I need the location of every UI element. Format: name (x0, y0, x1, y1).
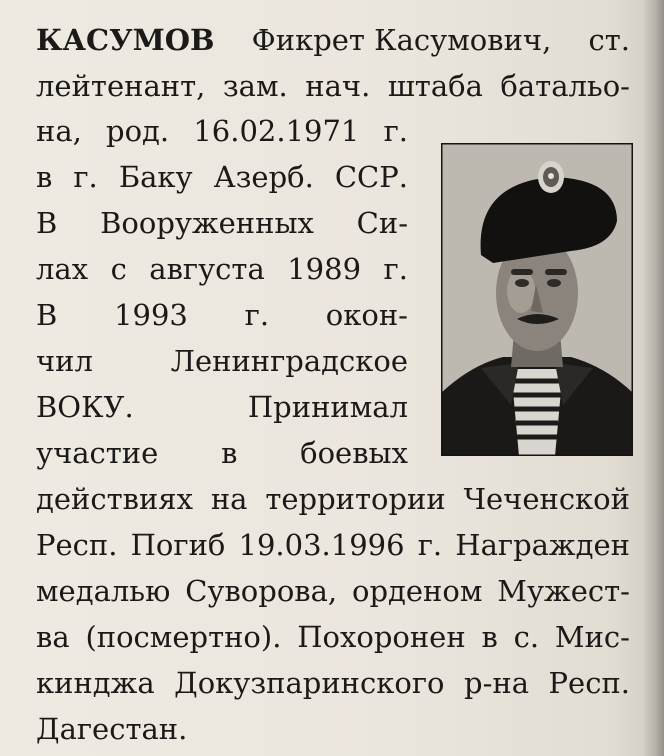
face-highlight (507, 269, 535, 313)
entry-surname: КАСУМОВ (36, 23, 215, 57)
page-gutter-shadow (642, 0, 664, 756)
text-word: штаба (387, 69, 483, 103)
text-word: кинджа (36, 666, 155, 700)
text-word: в (481, 620, 498, 654)
text-word: в (36, 160, 53, 194)
text-word: Суворова, (185, 574, 338, 608)
text-word: Докузпаринского (174, 666, 445, 700)
text-word: чил (36, 344, 93, 378)
entry-text-line (36, 666, 630, 700)
entry-text-line (36, 712, 188, 746)
entry-heading-line (36, 23, 630, 57)
entry-text-line (36, 298, 408, 332)
text-word: августа (149, 252, 265, 286)
text-word: на (210, 482, 248, 516)
text-word: В (36, 206, 58, 240)
eye-right (547, 279, 561, 287)
text-word: (посмертно). (85, 620, 282, 654)
text-word: 16.02.1971 (193, 114, 360, 148)
text-word: Респ. (36, 528, 118, 562)
text-word: 1993 (114, 298, 188, 332)
text-word: г. (73, 160, 98, 194)
entry-text-line (36, 114, 408, 148)
text-word: зам. (222, 69, 288, 103)
text-word: ва (36, 620, 70, 654)
text-word: окон- (325, 298, 408, 332)
text-word: 1989 (287, 252, 362, 286)
text-word: лах (36, 252, 89, 286)
text-word: боевых (300, 436, 408, 470)
text-word: Мис- (554, 620, 630, 654)
text-word: батальо- (500, 69, 630, 103)
entry-text-line (36, 528, 630, 562)
text-word: с (110, 252, 127, 286)
text-word: г. (383, 252, 408, 286)
entry-rank-abbr: ст. (588, 23, 630, 57)
text-line-15: Дагестан. (36, 712, 188, 746)
text-word: г. (383, 114, 408, 148)
text-word: Погиб (130, 528, 226, 562)
text-word: ВОКУ. (36, 390, 134, 424)
text-word: Чеченской (463, 482, 630, 516)
text-word: в (221, 436, 238, 470)
text-word: г. (244, 298, 270, 332)
text-word: Азерб. (213, 160, 314, 194)
entry-text-line (36, 574, 630, 608)
text-word: г. (417, 528, 443, 562)
text-word: Похоронен (297, 620, 466, 654)
entry-text-line (36, 160, 408, 194)
text-word: лейтенант, (36, 69, 206, 103)
portrait-illustration (441, 143, 633, 456)
text-word: род. (106, 114, 170, 148)
eye-left (515, 279, 529, 287)
beret-badge (538, 161, 564, 193)
text-word: ССР. (334, 160, 408, 194)
entry-given-names: Фикрет Касумович, (251, 23, 552, 57)
text-word: 19.03.1996 (238, 528, 405, 562)
entry-text-line (36, 252, 408, 286)
entry-text-line (36, 390, 408, 424)
entry-text-line (36, 69, 630, 103)
brow-left (511, 269, 533, 275)
brow-right (545, 269, 567, 275)
text-word: Награжден (455, 528, 630, 562)
entry-text-line (36, 482, 630, 516)
text-word: Вооруженных (100, 206, 314, 240)
entry-text-line (36, 436, 408, 470)
text-word: участие (36, 436, 159, 470)
text-word: действиях (36, 482, 193, 516)
text-word: р-на (464, 666, 529, 700)
text-word: Респ. (548, 666, 630, 700)
text-word: Мужест- (497, 574, 630, 608)
text-word: орденом (352, 574, 483, 608)
text-word: Баку (118, 160, 193, 194)
text-word: Принимал (247, 390, 408, 424)
text-word: на, (36, 114, 82, 148)
text-word: В (36, 298, 58, 332)
entry-text-line (36, 206, 408, 240)
text-word: Си- (356, 206, 408, 240)
text-word: нач. (305, 69, 371, 103)
text-word: медалью (36, 574, 171, 608)
entry-text-line (36, 344, 408, 378)
text-word: с. (513, 620, 540, 654)
entry-text-line (36, 620, 630, 654)
text-word: территории (265, 482, 446, 516)
portrait-photo (441, 143, 633, 456)
text-word: Ленинградское (170, 344, 408, 378)
